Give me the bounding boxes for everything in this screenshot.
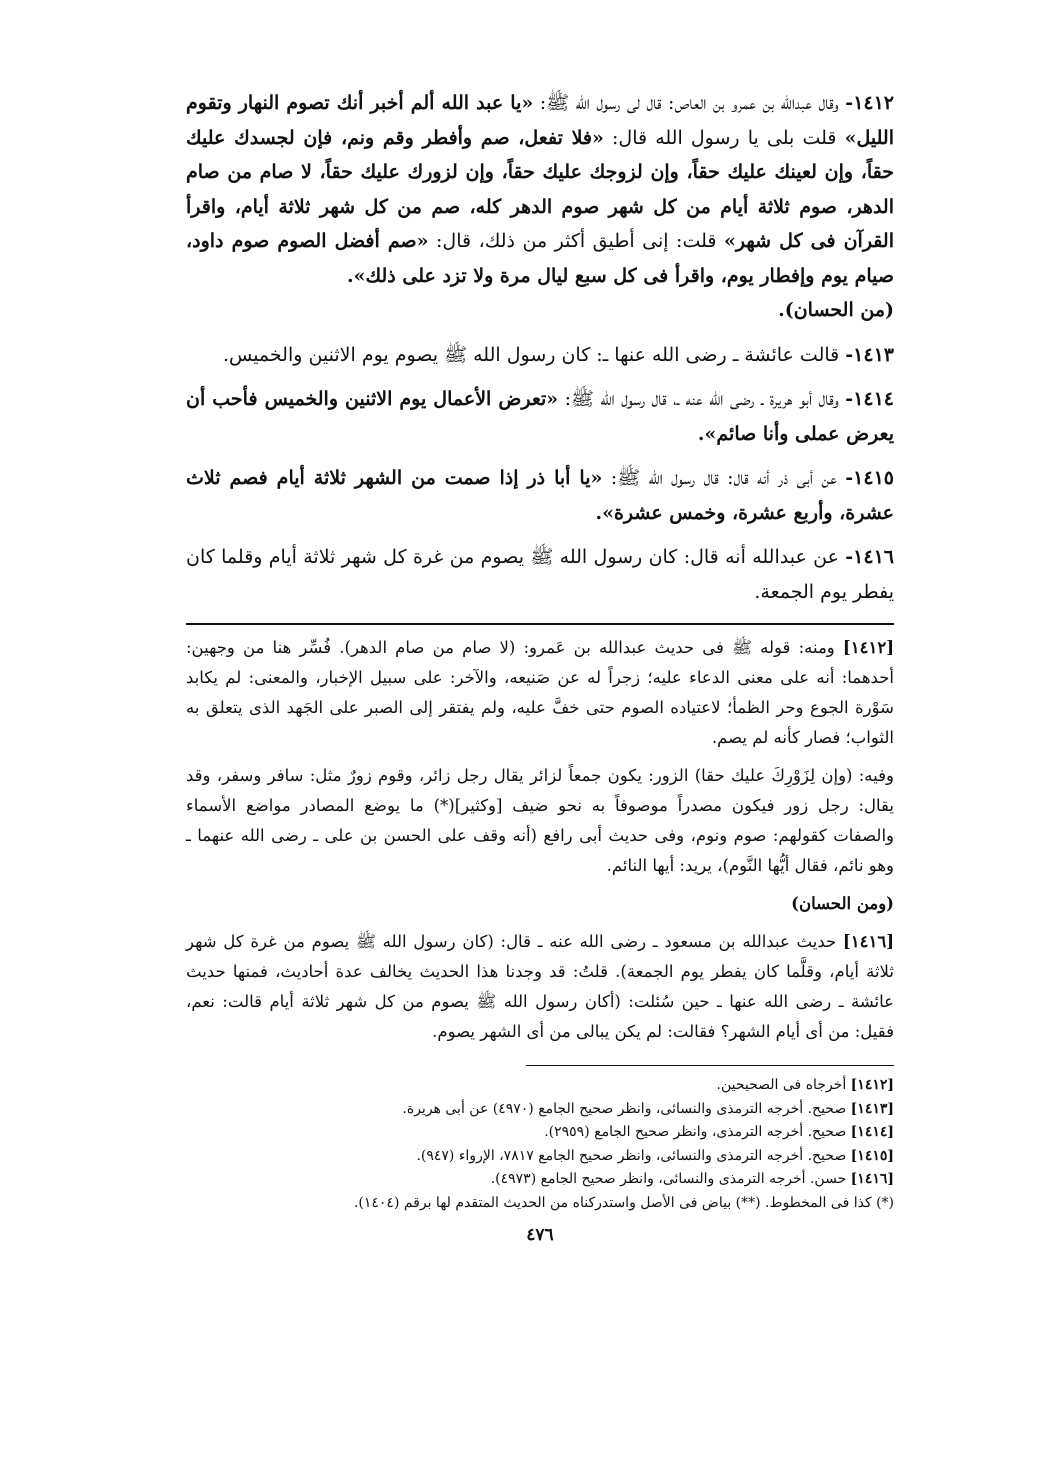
footnote-divider [526, 1065, 894, 1066]
footnote: [١٤١٢] أخرجاه فى الصحيحين. [716, 1077, 894, 1093]
hadith-1414 [186, 382, 894, 451]
page-number: ٤٧٦ [526, 1225, 554, 1245]
section-divider [186, 623, 894, 625]
hadith-quote: «تعرض الأعمال يوم الاثنين والخميس فأحب أن يعرض عملى وأنا صائم». [186, 388, 894, 445]
hadith-quote: «يا عبد الله ألم أخبر أنك تصوم النهار وتقوم الليل» [186, 92, 894, 149]
hadith-number: ١٤١٢- [845, 92, 895, 114]
hadith-quote: «يا أبا ذر إذا صمت من الشهر ثلاثة أيام فصم ثلاث عشرة، وأربع عشرة، وخمس عشرة». [186, 467, 894, 524]
hadith-text: قالت عائشة ـ رضى الله عنها ـ: كان رسول الله ﷺ يصوم يوم الاثنين والخميس. [222, 343, 846, 366]
commentary-section [186, 633, 894, 1047]
hadith-text: قلت: إنى أطيق أكثر من ذلك، قال: [428, 230, 724, 252]
hadith-source: (من الحسان). [778, 299, 894, 321]
hadith-quote: «صم أفضل الصوم صوم داود، صيام يوم وإفطار يوم، واقرأ فى كل سبع ليال مرة ولا تزد على ذلك». [186, 230, 894, 287]
hadith-1412 [186, 86, 894, 293]
footnote: [١٤١٣] صحيح. أخرجه الترمذى والنسائى، وانظر صحيح الجامع (٤٩٧٠) عن أبى هريرة. [402, 1100, 894, 1117]
hadith-quote: «فلا تفعل، صم وأفطر وقم ونم، فإن لجسدك عليك حقاً، وإن لعينك عليك حقاً، وإن لزوجك عليك حقاً، وإن لزورك عليك حقاً، لا صام من صام الدهر، صوم ثلاثة أيام من كل شهر صوم الدهر كله، صم من كل شهر ثلاثة أيام، واقرأ القرآن فى كل شهر» [186, 126, 894, 252]
commentary-paragraph: [١٤١٦] حديث عبدالله بن مسعود ـ رضى الله عنه ـ قال: (كان رسول الله ﷺ يصوم من غرة كل شهر ثلاثة أيام، وقلَّما كان يفطر يوم الجمعة). قلتُ: قد وجدنا هذا الحديث يخالف عدة أحاديث، فمنها حديث عائشة ـ رضى الله عنها ـ حين سُئلت: (أكان رسول الله ﷺ يصوم من كل شهر ثلاثة أيام قالت: نعم، فقيل: من أى أيام الشهر؟ فقالت: لم يكن يبالى من أى الشهر يصوم. [186, 932, 895, 1041]
footnotes [186, 1074, 894, 1215]
footnote: [١٤١٦] حسن. أخرجه الترمذى والنسائى، وانظر صحيح الجامع (٤٩٧٣). [490, 1171, 894, 1187]
hadith-text: قلت بلى يا رسول الله قال: [603, 126, 845, 149]
hadith-1416 [186, 540, 894, 609]
hadith-text: عن أبى ذر أنه قال: قال رسول الله ﷺ: [602, 467, 846, 489]
footnote: [١٤١٤] صحيح. أخرجه الترمذى، وانظر صحيح الجامع (٢٩٥٩). [544, 1124, 894, 1140]
commentary-heading: (ومن الحسان) [791, 894, 894, 913]
hadith-1415 [186, 461, 894, 530]
hadith-section [186, 86, 894, 609]
footnote: [١٤١٥] صحيح. أخرجه الترمذى والنسائى، وانظر صحيح الجامع ٧٨١٧، الإرواء (٩٤٧). [416, 1147, 894, 1164]
hadith-text: وقال أبو هريرة ـ رضى الله عنه ـ، قال رسول الله ﷺ: [558, 388, 846, 410]
hadith-number: ١٤١٣- [845, 343, 894, 366]
commentary-paragraph: [١٤١٢] ومنه: قوله ﷺ فى حديث عبدالله بن عَمرو: (لا صام من صام الدهر). فُسِّر هنا من وجهين: أحدهما: أنه على معنى الدعاء عليه؛ زجراً له عن صَنيعه، والآخر: على سبيل الإخبار، والمعنى: لم يكابد سَوْرة الجوع وحر الظمأ؛ لاعتياده الصوم حتى خفَّ عليه، ولم يفتقر إلى الصبر على الجَهد الذى يتعلق به الثواب؛ فصار كأنه لم يصم. [186, 638, 894, 747]
hadith-text: عن عبدالله أنه قال: كان رسول الله ﷺ يصوم من غرة كل شهر ثلاثة أيام وقلما كان يفطر يوم الجمعة. [186, 546, 894, 603]
hadith-number: ١٤١٥- [845, 467, 894, 489]
footnote: (*) كذا فى المخطوط. (**) بياض فى الأصل واستدركناه من الحديث المتقدم لها برقم (١٤٠٤). [353, 1194, 894, 1211]
hadith-1413 [186, 338, 894, 373]
hadith-text: وقال عبدالله بن عمرو بن العاص: قال لى رسول الله ﷺ: [533, 92, 846, 114]
commentary-paragraph: وفيه: (وإن لِزَوْرِكَ عليك حقا) الزور: يكون جمعاً لزائر يقال رجل زائر، وقوم زورٌ مثل: سافر وسفر، وقد يقال: رجل زور فيكون مصدراً موصوفاً به نحو ضيف [وكثير](*) ما يوضع المصادر مواضع الأسماء والصفات كقولهم: صوم ونوم، وفى حديث أبى رافع (أنه وقف على الحسن بن على ـ رضى الله عنهما ـ وهو نائم، فقال أيُّها النَّوم)، يريد: أيها النائم. [186, 766, 894, 875]
hadith-number: ١٤١٤- [845, 388, 895, 410]
hadith-number: ١٤١٦- [845, 546, 894, 568]
